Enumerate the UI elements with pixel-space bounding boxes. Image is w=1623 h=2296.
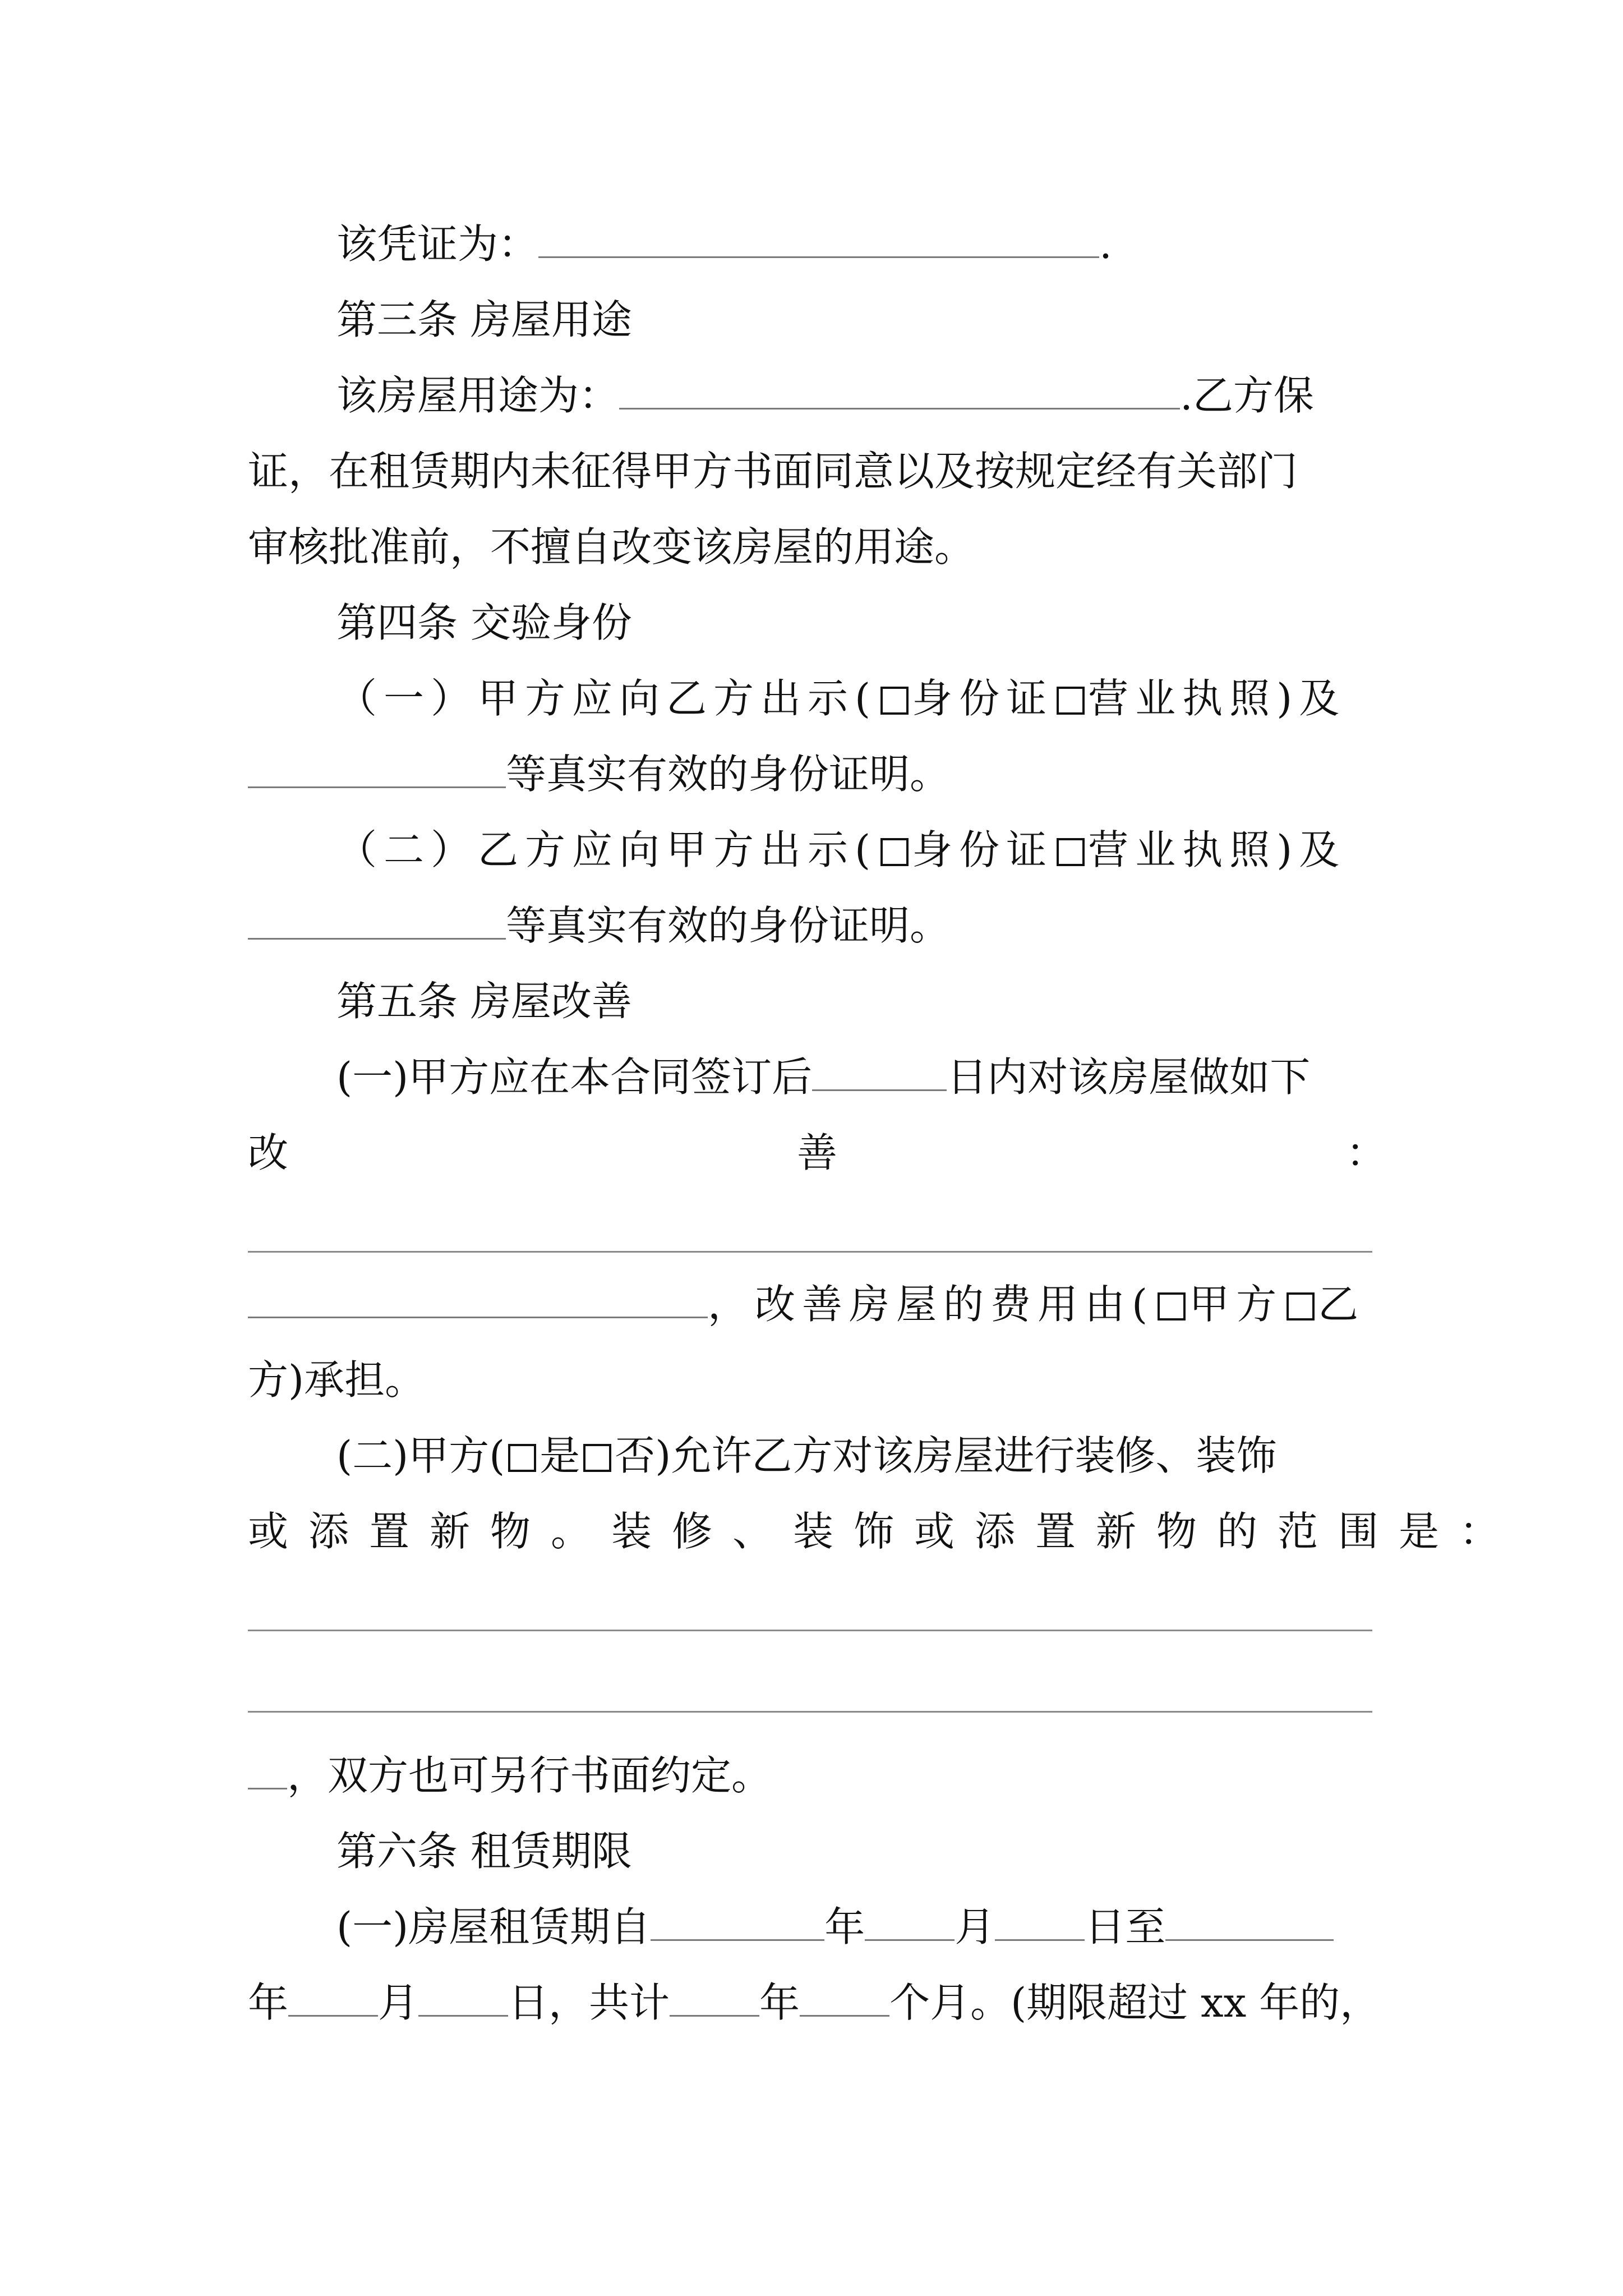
improvement-text: (一)甲方应在本合同签订后 xyxy=(336,1053,813,1101)
usage-end: .乙方保 xyxy=(1180,372,1314,419)
checkbox-label: 是 xyxy=(540,1432,580,1479)
justified-char: 改 xyxy=(248,1129,289,1176)
checkbox[interactable] xyxy=(1057,687,1085,715)
paragraph-line: 证，在租赁期内未征得甲方书面同意以及按规定经有关部门 xyxy=(248,448,1298,495)
month-label: 月 xyxy=(378,1979,419,2026)
checkbox-label: 身份证 xyxy=(912,675,1054,722)
paragraph-line: 或添置新物。装修、装饰或添置新物的范围是： xyxy=(248,1508,1520,1555)
improvement-text-2: 日内对该房屋做如下 xyxy=(947,1053,1311,1101)
party-b-id-line xyxy=(336,819,1386,881)
fill-in-rule[interactable] xyxy=(248,1251,1372,1253)
improvement-line xyxy=(336,1046,1386,1108)
improvement-blank[interactable] xyxy=(248,1277,708,1318)
party-b-id-line-2 xyxy=(248,895,1386,956)
month-blank[interactable] xyxy=(288,1976,378,2017)
party-a-id-text: （一）甲方应向乙方出示( xyxy=(336,675,878,722)
justified-char: ： xyxy=(1345,1129,1386,1176)
months-blank[interactable] xyxy=(800,1976,889,2017)
fill-in-rule[interactable] xyxy=(248,1711,1372,1713)
certificate-blank[interactable] xyxy=(538,217,1099,258)
id-text: 等真实有效的身份证明。 xyxy=(506,902,951,949)
paragraph-line: 审核批准前，不擅自改变该房屋的用途。 xyxy=(248,523,975,570)
improvement-justified-line xyxy=(248,1122,1386,1184)
month-blank[interactable] xyxy=(865,1900,955,1941)
usage-line xyxy=(336,365,1386,426)
checkbox[interactable] xyxy=(880,838,909,866)
party-a-id-line-2 xyxy=(248,743,1386,805)
months-text: 个月。(期限超过 xx 年的， xyxy=(889,1979,1381,2026)
years-blank[interactable] xyxy=(670,1976,759,2017)
decoration-text: (二)甲方( xyxy=(336,1432,505,1479)
total-label: 日，共计 xyxy=(508,1979,670,2026)
certificate-line xyxy=(336,213,1386,275)
party-a-id-line xyxy=(336,668,1386,729)
year-label: 年 xyxy=(824,1903,865,1950)
days-blank[interactable] xyxy=(812,1050,947,1091)
usage-blank[interactable] xyxy=(619,369,1180,409)
article-3-heading: 第三条 房屋用途 xyxy=(336,296,632,343)
day-blank[interactable] xyxy=(418,1976,508,2017)
month-label: 月 xyxy=(955,1903,995,1950)
checkbox[interactable] xyxy=(1287,1292,1315,1320)
party-b-id-text: （二）乙方应向甲方出示( xyxy=(336,826,878,873)
lease-term-text: (一)房屋租赁期自 xyxy=(336,1903,651,1950)
certificate-label: 该凭证为： xyxy=(336,220,539,268)
agreement-text: ，双方也可另行书面约定。 xyxy=(287,1752,772,1799)
end-year-blank[interactable] xyxy=(1165,1900,1334,1941)
checkbox-label: 否)允许乙方对该房屋进行装修、装饰 xyxy=(615,1432,1277,1479)
checkbox[interactable] xyxy=(1057,838,1085,866)
day-blank[interactable] xyxy=(995,1900,1085,1941)
checkbox-label: 身份证 xyxy=(912,826,1054,873)
year-blank[interactable] xyxy=(651,1900,824,1941)
article-5-heading: 第五条 房屋改善 xyxy=(336,978,632,1025)
agreement-line xyxy=(248,1745,1386,1806)
id-text: 等真实有效的身份证明。 xyxy=(506,751,951,798)
improvement-cost-line xyxy=(248,1273,1386,1335)
checkbox[interactable] xyxy=(1158,1292,1186,1320)
day-label: 日至 xyxy=(1085,1903,1166,1950)
article-6-heading: 第六条 租赁期限 xyxy=(336,1828,632,1875)
id-blank[interactable] xyxy=(248,899,506,940)
checkbox-label: 营业执照)及 xyxy=(1088,675,1347,722)
checkbox[interactable] xyxy=(583,1444,611,1472)
id-blank[interactable] xyxy=(248,747,506,788)
checkbox-label: 甲方 xyxy=(1189,1281,1284,1328)
checkbox[interactable] xyxy=(880,687,909,715)
period: . xyxy=(1099,220,1112,268)
decoration-line xyxy=(336,1425,1386,1487)
checkbox-label: 营业执照)及 xyxy=(1088,826,1347,873)
lease-term-line xyxy=(336,1896,1386,1958)
checkbox-label: 乙 xyxy=(1318,1281,1366,1328)
article-4-heading: 第四条 交验身份 xyxy=(336,599,632,646)
checkbox[interactable] xyxy=(508,1444,536,1472)
year-label: 年 xyxy=(248,1979,289,2026)
lease-term-line-2 xyxy=(248,1972,1386,2033)
paragraph-line: 方)承担。 xyxy=(248,1356,426,1404)
justified-char: 善 xyxy=(796,1129,837,1176)
year-label: 年 xyxy=(759,1979,800,2026)
cost-text: ，改善房屋的费用由( xyxy=(708,1281,1155,1328)
short-blank[interactable] xyxy=(248,1749,287,1789)
usage-label: 该房屋用途为： xyxy=(336,372,620,419)
fill-in-rule[interactable] xyxy=(248,1630,1372,1631)
